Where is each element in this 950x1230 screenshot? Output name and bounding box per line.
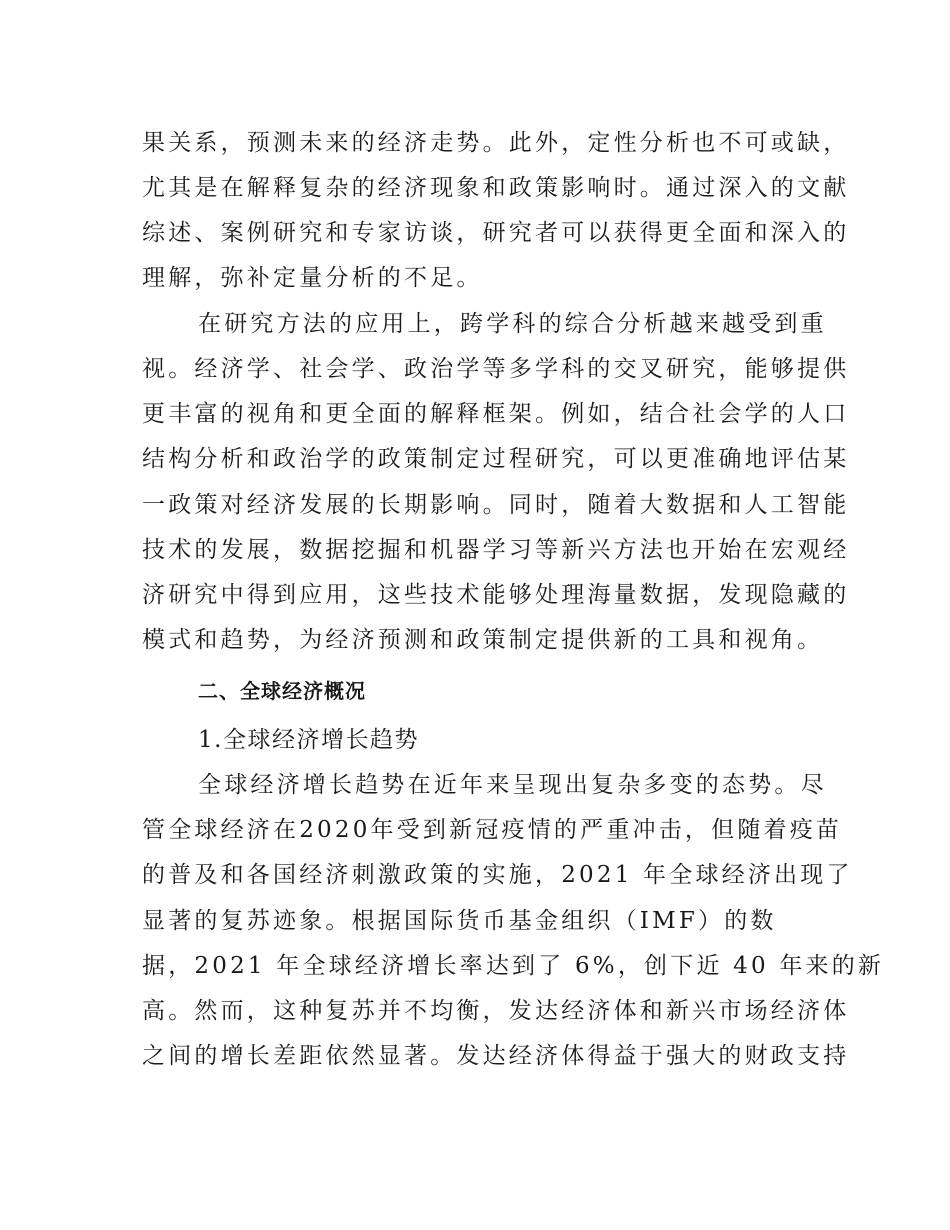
text-line: 据，2021 年全球经济增长率达到了 6%，创下近 40 年来的新 [142, 953, 885, 979]
text-line: 一政策对经济发展的长期影响。同时，随着大数据和人工智能 [142, 492, 850, 518]
text-line: 模式和趋势，为经济预测和政策制定提供新的工具和视角。 [142, 627, 824, 653]
section-heading: 二、全球经济概况 [198, 679, 366, 703]
text-line: 高。然而，这种复苏并不均衡，发达经济体和新兴市场经济体 [142, 998, 850, 1024]
text-line: 综述、案例研究和专家访谈，研究者可以获得更全面和深入的 [142, 220, 850, 246]
text-line: 尤其是在解释复杂的经济现象和政策影响时。通过深入的文献 [142, 175, 850, 201]
text-line: 结构分析和政治学的政策制定过程研究，可以更准确地评估某 [142, 446, 850, 472]
text-line: 全球经济增长趋势在近年来呈现出复杂多变的态势。尽 [198, 772, 827, 798]
text-line: 管全球经济在2020年受到新冠疫情的严重冲击，但随着疫苗 [142, 817, 843, 843]
text-line: 更丰富的视角和更全面的解释框架。例如，结合社会学的人口 [142, 401, 850, 427]
subsection-heading: 1.全球经济增长趋势 [198, 727, 419, 753]
text-line: 理解，弥补定量分析的不足。 [142, 265, 483, 291]
text-line: 视。经济学、社会学、政治学等多学科的交叉研究，能够提供 [142, 356, 850, 382]
text-line: 的普及和各国经济刺激政策的实施，2021 年全球经济出现了 [142, 862, 853, 888]
text-line: 果关系，预测未来的经济走势。此外，定性分析也不可或缺， [142, 130, 850, 156]
text-line: 之间的增长差距依然显著。发达经济体得益于强大的财政支持 [142, 1043, 850, 1069]
text-line: 在研究方法的应用上，跨学科的综合分析越来越受到重 [198, 311, 827, 337]
text-line: 显著的复苏迹象。根据国际货币基金组织（IMF）的数 [142, 908, 777, 934]
text-line: 技术的发展，数据挖掘和机器学习等新兴方法也开始在宏观经 [142, 537, 850, 563]
text-line: 济研究中得到应用，这些技术能够处理海量数据，发现隐藏的 [142, 582, 850, 608]
